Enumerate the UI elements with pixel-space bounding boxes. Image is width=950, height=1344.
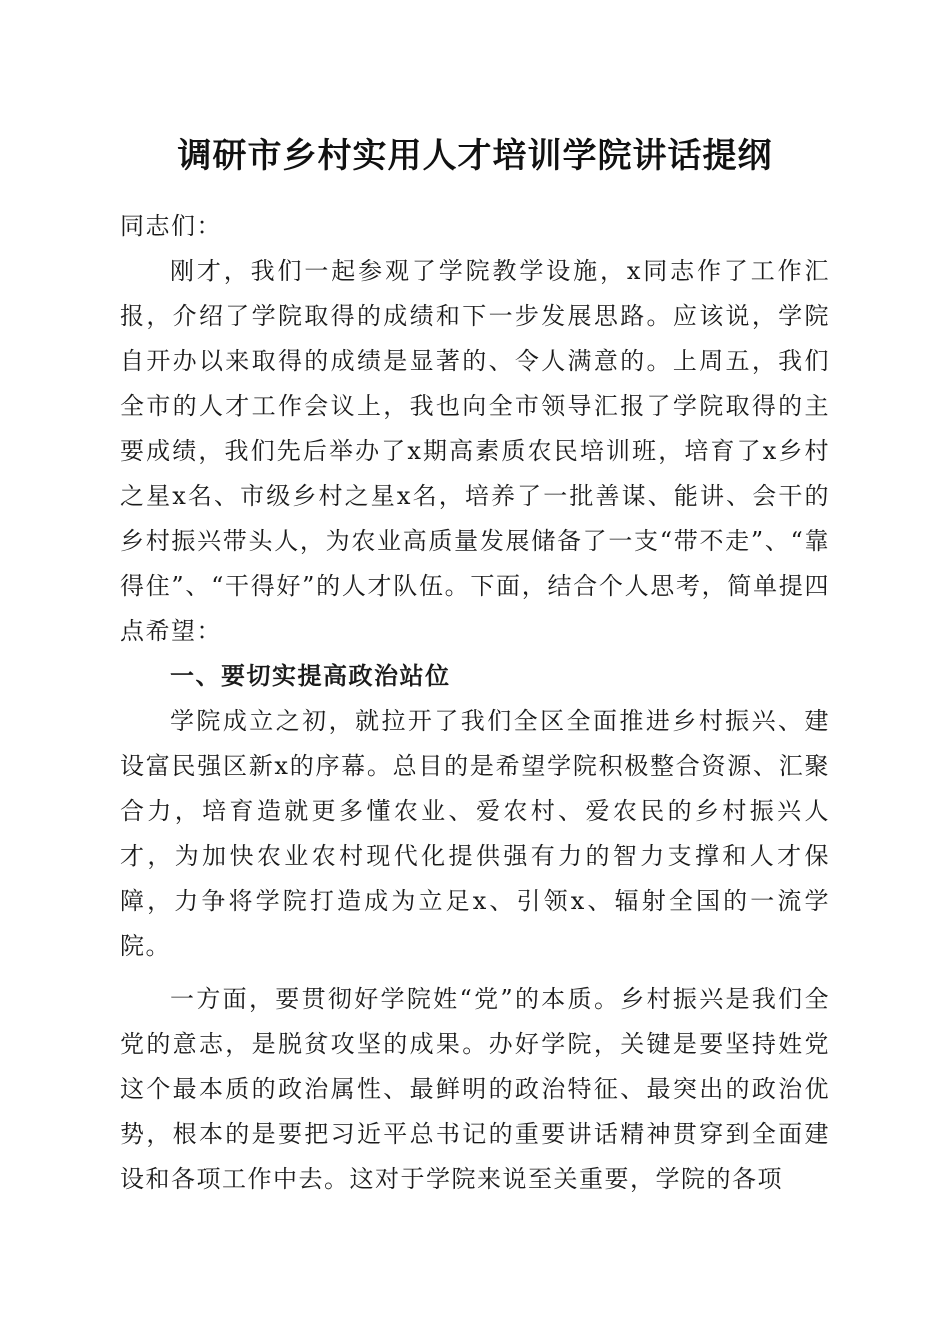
document-title: 调研市乡村实用人才培训学院讲话提纲 [177,136,773,176]
document-body [120,204,830,1202]
intro-paragraph: 刚才，我们一起参观了学院教学设施，x同志作了工作汇报，介绍了学院取得的成绩和下一步发展思路。应该说，学院自开办以来取得的成绩是显著的、令人满意的。上周五，我们全市的人才工作会议上，我也向全市领导汇报了学院取得的主要成绩，我们先后举办了x期高素质农民培训班，培育了x乡村之星x名、市级乡村之星x名，培养了一批善谋、能讲、会干的乡村振兴带头人，为农业高质量发展储备了一支“带不走”、“靠得住”、“干得好”的人才队伍。下面，结合个人思考，简单提四点希望： [120,257,830,645]
section-heading-1: 一、要切实提高政治站位 [170,662,451,690]
section-1-paragraph-2: 一方面，要贯彻好学院姓“党”的本质。乡村振兴是我们全党的意志，是脱贫攻坚的成果。办好学院，关键是要坚持姓党这个最本质的政治属性、最鲜明的政治特征、最突出的政治优势，根本的是要把习近平总书记的重要讲话精神贯穿到全面建设和各项工作中去。这对于学院来说至关重要，学院的各项 [120,985,830,1193]
section-1-paragraph-1: 学院成立之初，就拉开了我们全区全面推进乡村振兴、建设富民强区新x的序幕。总目的是希望学院积极整合资源、汇聚合力，培育造就更多懂农业、爱农村、爱农民的乡村振兴人才，为加快农业农村现代化提供强有力的智力支撑和人才保障，力争将学院打造成为立足x、引领x、辐射全国的一流学院。 [120,707,830,960]
salutation: 同志们： [120,212,222,240]
